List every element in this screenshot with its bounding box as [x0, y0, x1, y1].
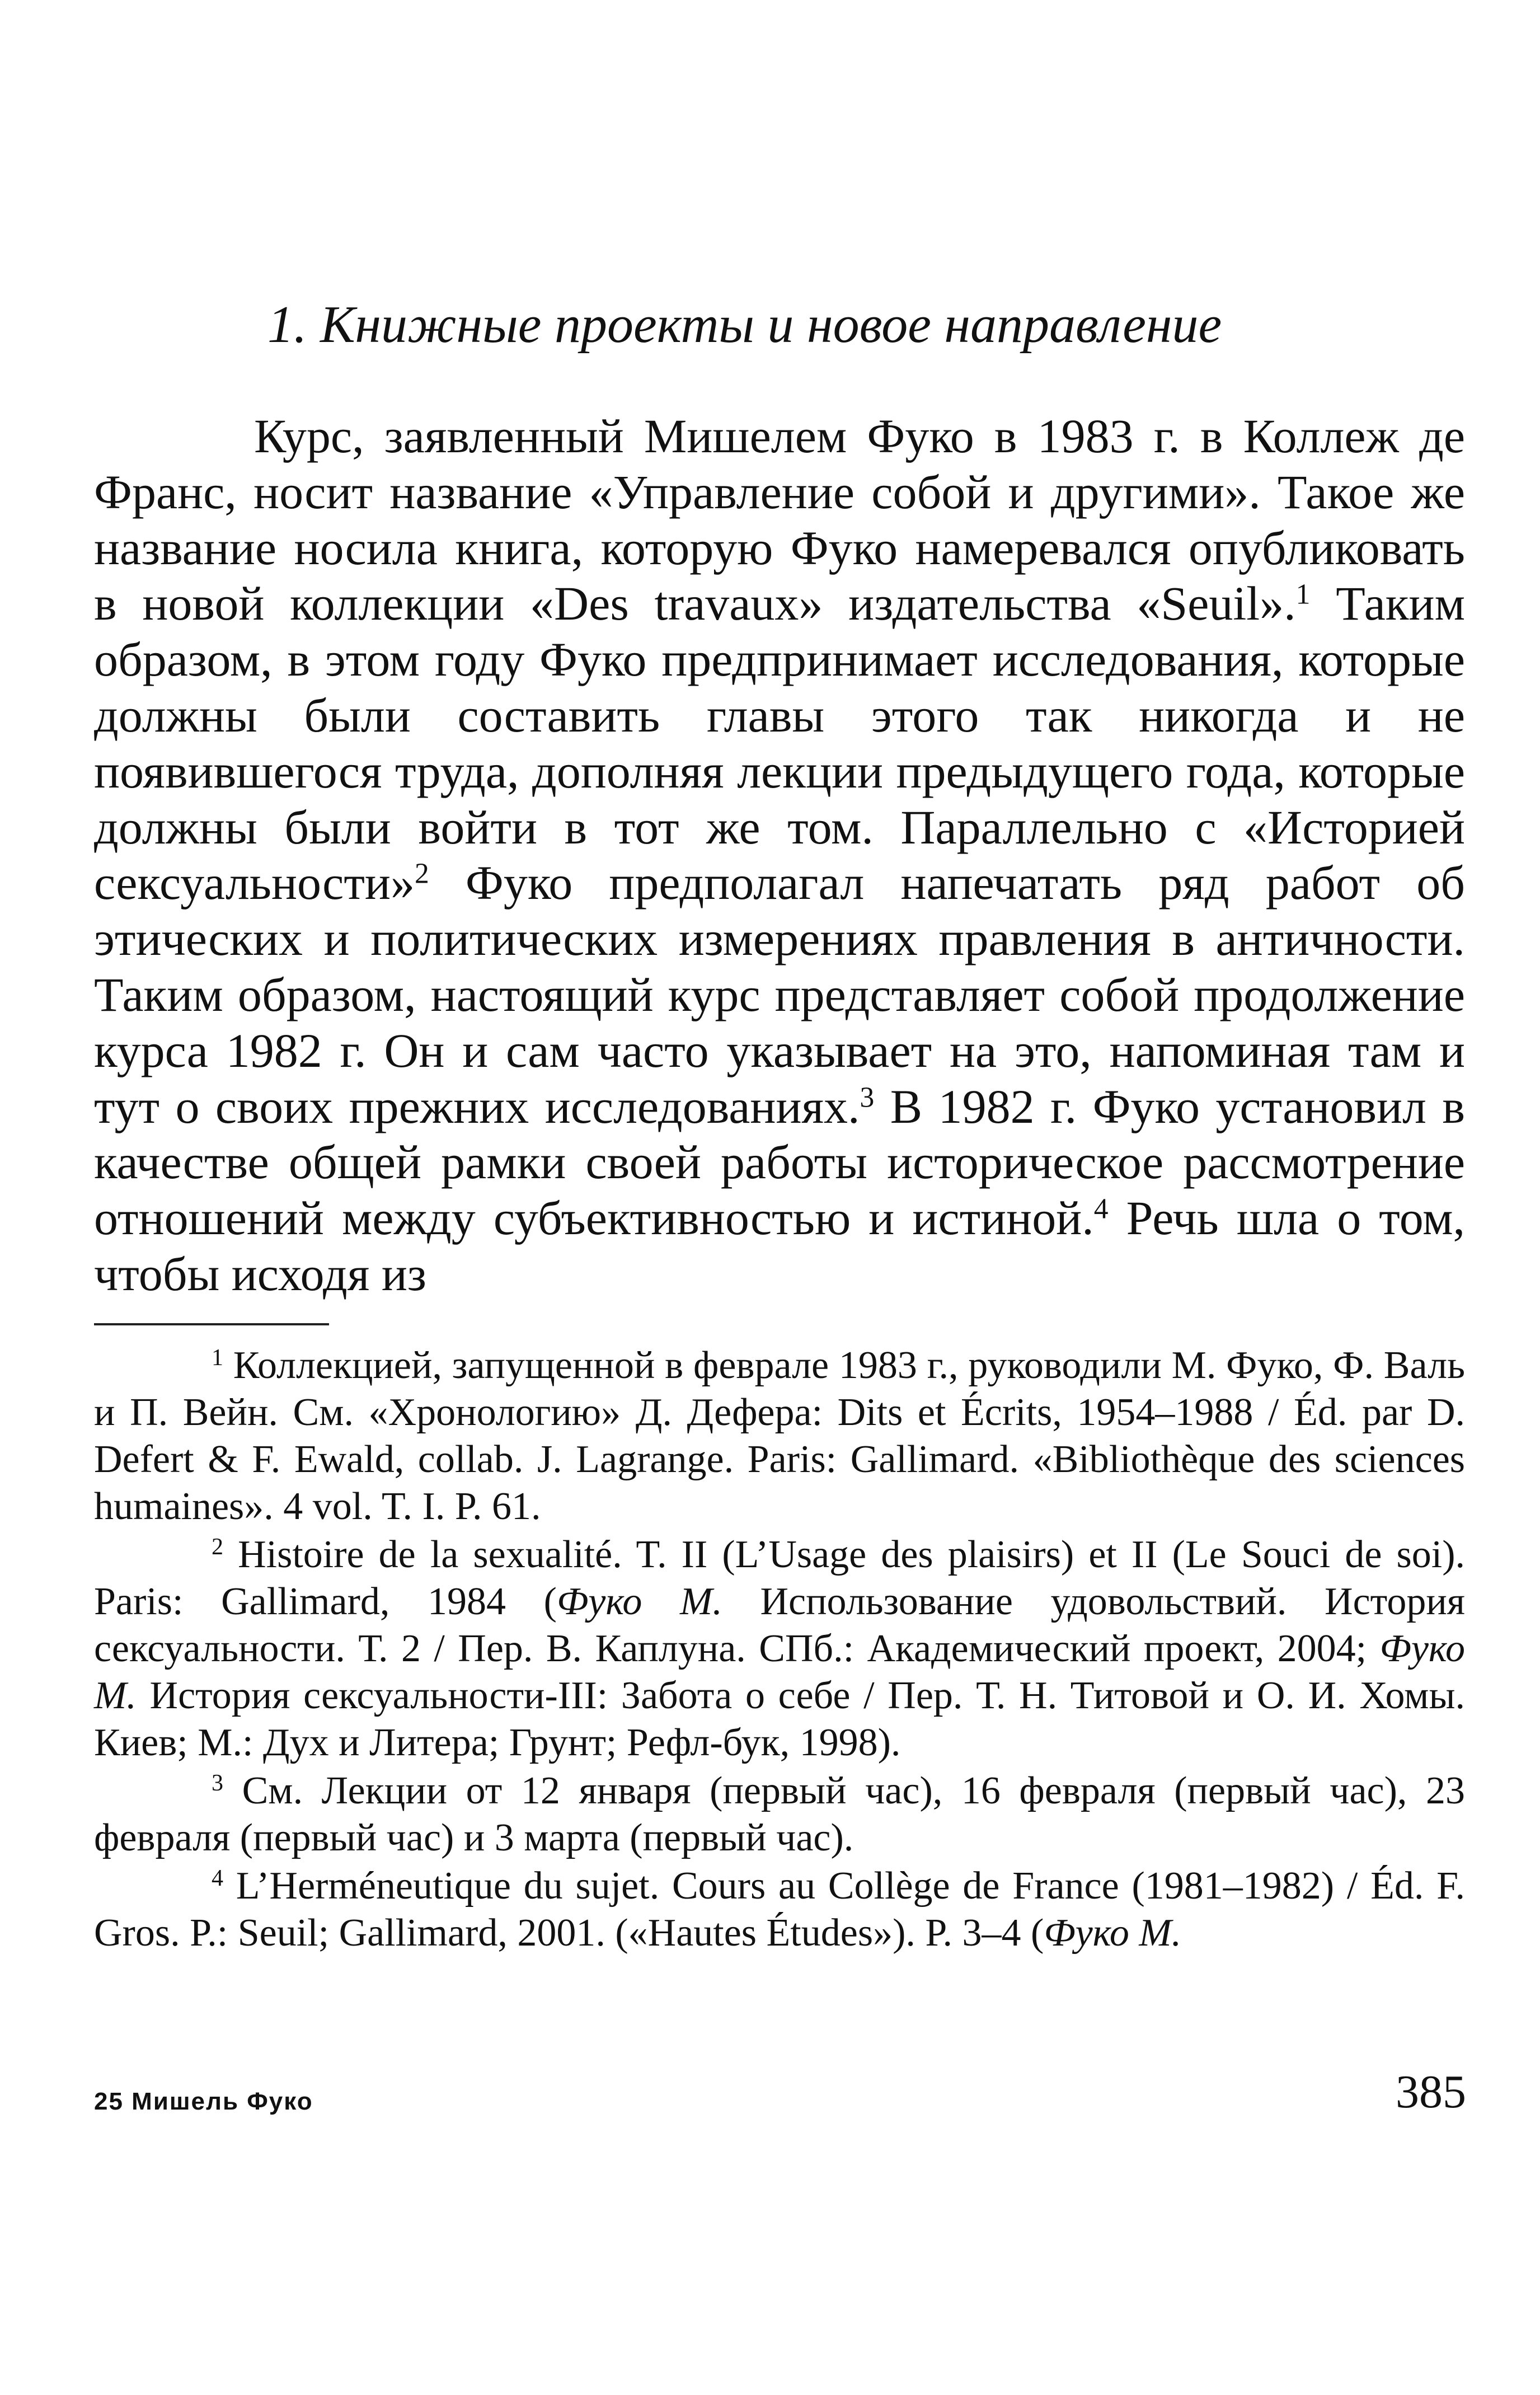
footnote-2-text-a: Histoire de la sexualité. T. II (L’Usage des plaisirs) et II (Le Souci de soi). Paris: Gallimard, 1984 (: [94, 1533, 1465, 1623]
footnote-2-author-2: Фуко М.: [94, 1627, 1465, 1717]
footnote-mark-4: 4: [212, 1865, 223, 1891]
footnote-2: [94, 1531, 1465, 1766]
footnote-2-text-c: История сексуальности-III: Забота о себе / Пер. Т. Н. Титовой и О. И. Хомы. Киев; М.: Дух и Литера; Грунт; Рефл-бук, 1998).: [94, 1674, 1465, 1764]
body-paragraph: [94, 409, 1465, 1302]
footnote-4-author: Фуко М.: [1044, 1911, 1182, 1955]
footnote-4-text-a: L’Herméneutique du sujet. Cours au Collège de France (1981–1982) / Éd. F. Gros. P.: Seuil; Gallimard, 2001. («Hautes Études»). P. 3–4 (: [94, 1864, 1465, 1955]
page-number: 385: [1396, 2066, 1466, 2118]
footnote-ref-1[interactable]: 1: [1295, 579, 1311, 611]
footnote-4: [94, 1863, 1465, 1957]
footnote-1-text: Коллекцией, запущенной в феврале 1983 г., руководили М. Фуко, Ф. Валь и П. Вейн. См. «Хронологию» Д. Дефера: Dits et Écrits, 1954–1988 / Éd. par D. Defert & F. Ewald, collab. J. Lagrange. Paris: Gallimard. «Bibliothèque des sciences humaines». 4 vol. T. I. P. 61.: [94, 1344, 1465, 1528]
footnote-1: [94, 1342, 1465, 1530]
footnote-ref-2[interactable]: 2: [414, 858, 429, 890]
section-heading: 1. Книжные проекты и новое направление: [267, 296, 1222, 354]
body-text-part-1: Курс, заявленный Мишелем Фуко в 1983 г. в Коллеж де Франс, носит название «Управление собой и другими». Такое же название носила книга, которую Фуко намеревался опубликовать в новой коллекции «Des travaux» издательства «Seuil».: [94, 409, 1465, 631]
footnote-ref-3[interactable]: 3: [860, 1081, 875, 1114]
body-text-part-5: Речь шла о том, чтобы исходя из: [94, 1191, 1465, 1301]
printer-signature: 25 Мишель Фуко: [94, 2088, 313, 2115]
footnote-3: [94, 1768, 1465, 1862]
footnotes: [94, 1342, 1465, 1958]
footnote-3-text: См. Лекции от 12 января (первый час), 16 февраля (первый час), 23 февраля (первый час) и 3 марта (первый час).: [94, 1769, 1465, 1859]
footnote-2-text-b: Использование удовольствий. История сексуальности. Т. 2 / Пер. В. Каплуна. СПб.: Академический проект, 2004;: [94, 1580, 1465, 1670]
footnote-mark-2: 2: [212, 1534, 223, 1560]
footnote-divider: [94, 1323, 329, 1325]
body-text-part-2: Таким образом, в этом году Фуко предпринимает исследования, которые должны были составить главы этого так никогда и не появившегося труда, дополняя лекции предыдущего года, которые должны были войти в тот же том. Параллельно с «Историей сексуальности»: [94, 577, 1465, 910]
body-text-part-3: Фуко предполагал напечатать ряд работ об этических и политических измерениях правления в античности. Таким образом, настоящий курс представляет собой продолжение курса 1982 г. Он и сам часто указывает на это, напоминая там и тут о своих прежних исследованиях.: [94, 856, 1465, 1133]
footnote-ref-4[interactable]: 4: [1093, 1193, 1109, 1225]
footnote-2-author-1: Фуко М.: [556, 1580, 722, 1623]
footnote-mark-1: 1: [212, 1344, 223, 1371]
body-text-part-4: В 1982 г. Фуко установил в качестве общей рамки своей работы историческое рассмотрение отношений между субъективностью и истиной.: [94, 1079, 1465, 1245]
footnote-mark-3: 3: [212, 1770, 223, 1796]
